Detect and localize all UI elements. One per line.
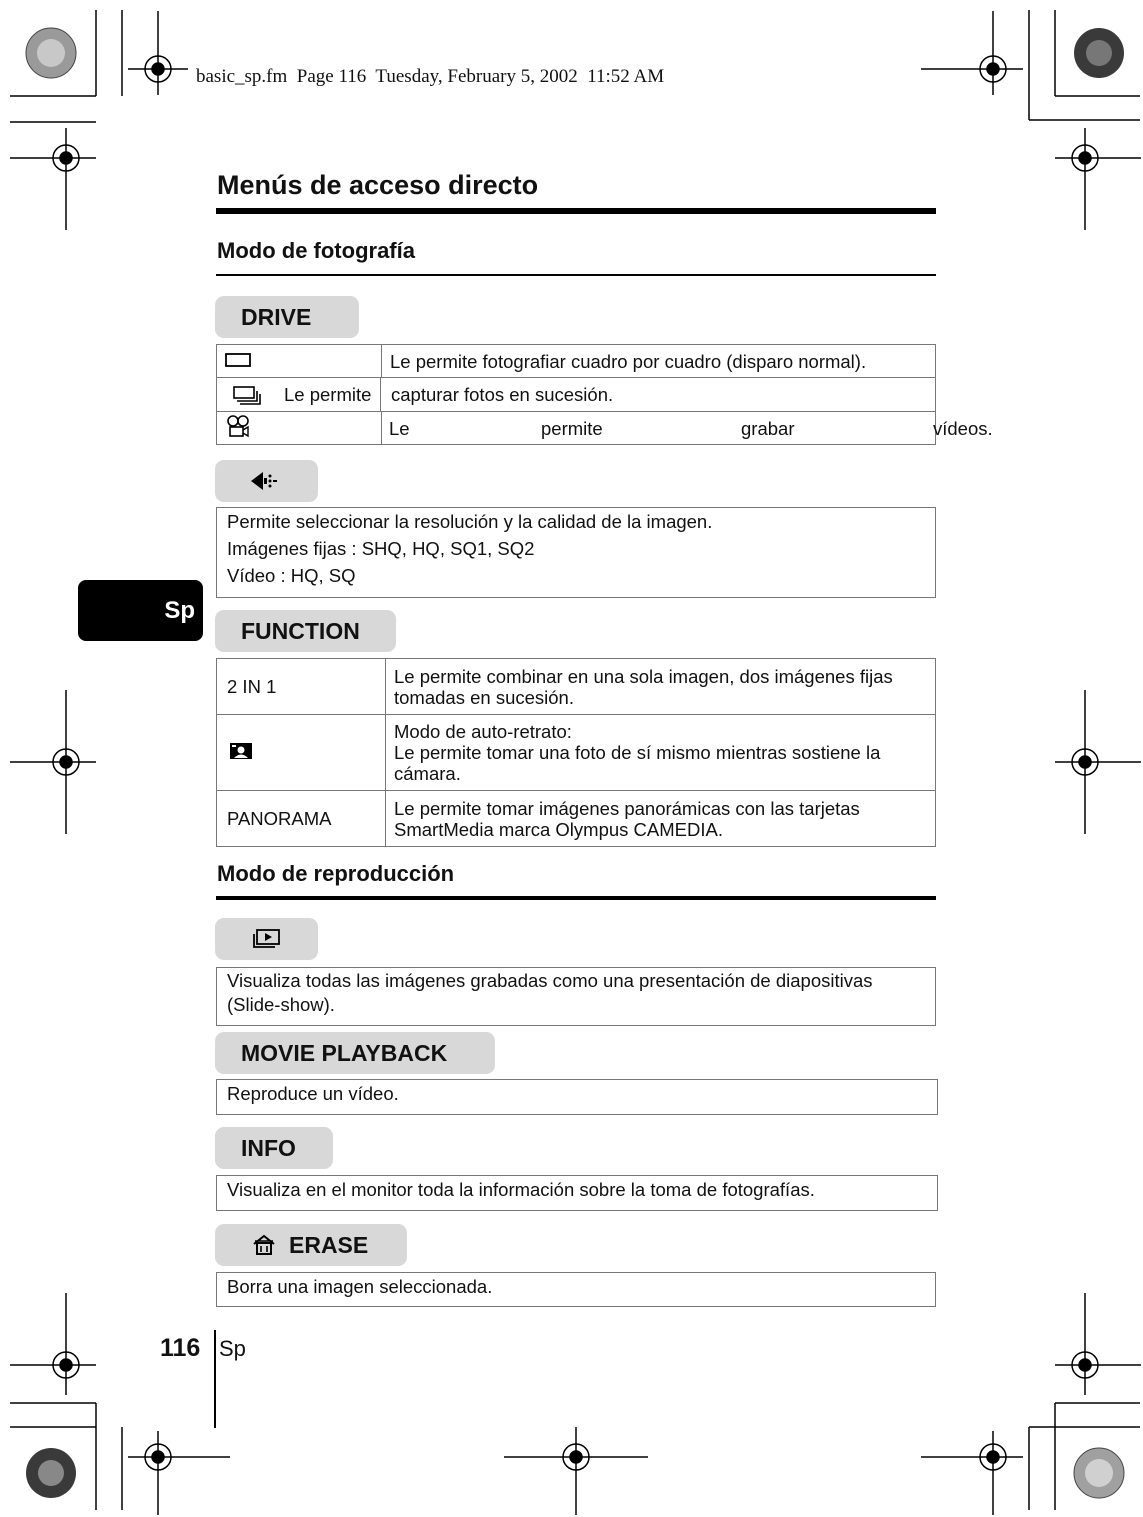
single-frame-icon: [217, 345, 382, 378]
drive-tag: [215, 296, 359, 338]
table-row: [217, 378, 936, 412]
slideshow-tag: [215, 918, 318, 960]
erase-icon: [251, 1234, 277, 1256]
quality-line: Vídeo : HQ, SQ: [227, 565, 356, 586]
function-tag: [215, 610, 396, 652]
slideshow-box: Visualiza todas las imágenes grabadas como una presentación de diapositivas (Slide-show).: [216, 967, 936, 1026]
info-box: Visualiza en el monitor toda la información sobre la toma de fotografías.: [216, 1175, 938, 1211]
erase-label: ERASE: [289, 1231, 369, 1258]
movie-camera-icon: [217, 412, 382, 445]
page-number-divider: [214, 1330, 216, 1428]
section-title-photo: Modo de fotografía: [217, 238, 415, 263]
table-row: [217, 345, 936, 378]
section-title-playback: Modo de reproducción: [217, 861, 455, 886]
page-number: 116: [160, 1334, 201, 1362]
function-name: 2 IN 1: [217, 659, 386, 715]
drive-row-word: permite: [541, 418, 603, 439]
movie-playback-tag: [215, 1032, 495, 1074]
self-portrait-icon: [217, 715, 386, 791]
section-rule-playback: [216, 896, 936, 900]
function-label: FUNCTION: [241, 617, 360, 644]
movie-playback-label: MOVIE PLAYBACK: [241, 1039, 448, 1066]
info-label: INFO: [241, 1134, 296, 1161]
drive-row-text-a: Le permite: [284, 384, 372, 405]
function-text: Le permite combinar en una sola imagen, dos imágenes fijas tomadas en sucesión.: [386, 659, 936, 715]
table-row: [217, 715, 936, 791]
movie-playback-box: Reproduce un vídeo.: [216, 1079, 938, 1115]
sequential-shooting-icon: [233, 386, 263, 406]
table-row: [217, 412, 936, 445]
drive-row-word: Le: [389, 418, 410, 439]
quality-tag: [215, 460, 318, 502]
print-header: basic_sp.fm Page 116 Tuesday, February 5, 2002 11:52 AM: [196, 66, 665, 87]
image-quality-icon: [249, 470, 285, 492]
drive-row-word: grabar: [741, 418, 795, 439]
quality-line: Permite seleccionar la resolución y la calidad de la imagen.: [227, 511, 713, 532]
drive-table: [216, 344, 993, 445]
language-side-tab: Sp: [78, 580, 203, 641]
erase-tag: [215, 1224, 407, 1266]
erase-box: Borra una imagen seleccionada.: [216, 1272, 936, 1307]
function-table: [216, 658, 936, 847]
quality-box: [216, 507, 936, 598]
function-text: Le permite tomar una foto de sí mismo mientras sostiene la cámara.: [394, 742, 881, 784]
table-row: [217, 791, 936, 847]
drive-row-word: vídeos.: [933, 418, 993, 439]
table-row: [217, 659, 936, 715]
function-text: Le permite tomar imágenes panorámicas con las tarjetas SmartMedia marca Olympus CAMEDIA.: [386, 791, 936, 847]
page-title: Menús de acceso directo: [217, 170, 539, 200]
drive-row-text-b: capturar fotos en sucesión.: [391, 384, 614, 405]
info-tag: [215, 1127, 333, 1169]
function-text: Modo de auto-retrato:: [394, 721, 572, 742]
title-rule: [216, 208, 936, 214]
page-language: Sp: [219, 1336, 246, 1361]
section-rule-photo: [216, 274, 936, 276]
drive-row-text: Le permite fotografiar cuadro por cuadro (disparo normal).: [382, 345, 936, 378]
slideshow-icon: [251, 928, 281, 950]
drive-label: DRIVE: [241, 303, 312, 330]
quality-line: Imágenes fijas : SHQ, HQ, SQ1, SQ2: [227, 538, 535, 559]
function-name: PANORAMA: [217, 791, 386, 847]
